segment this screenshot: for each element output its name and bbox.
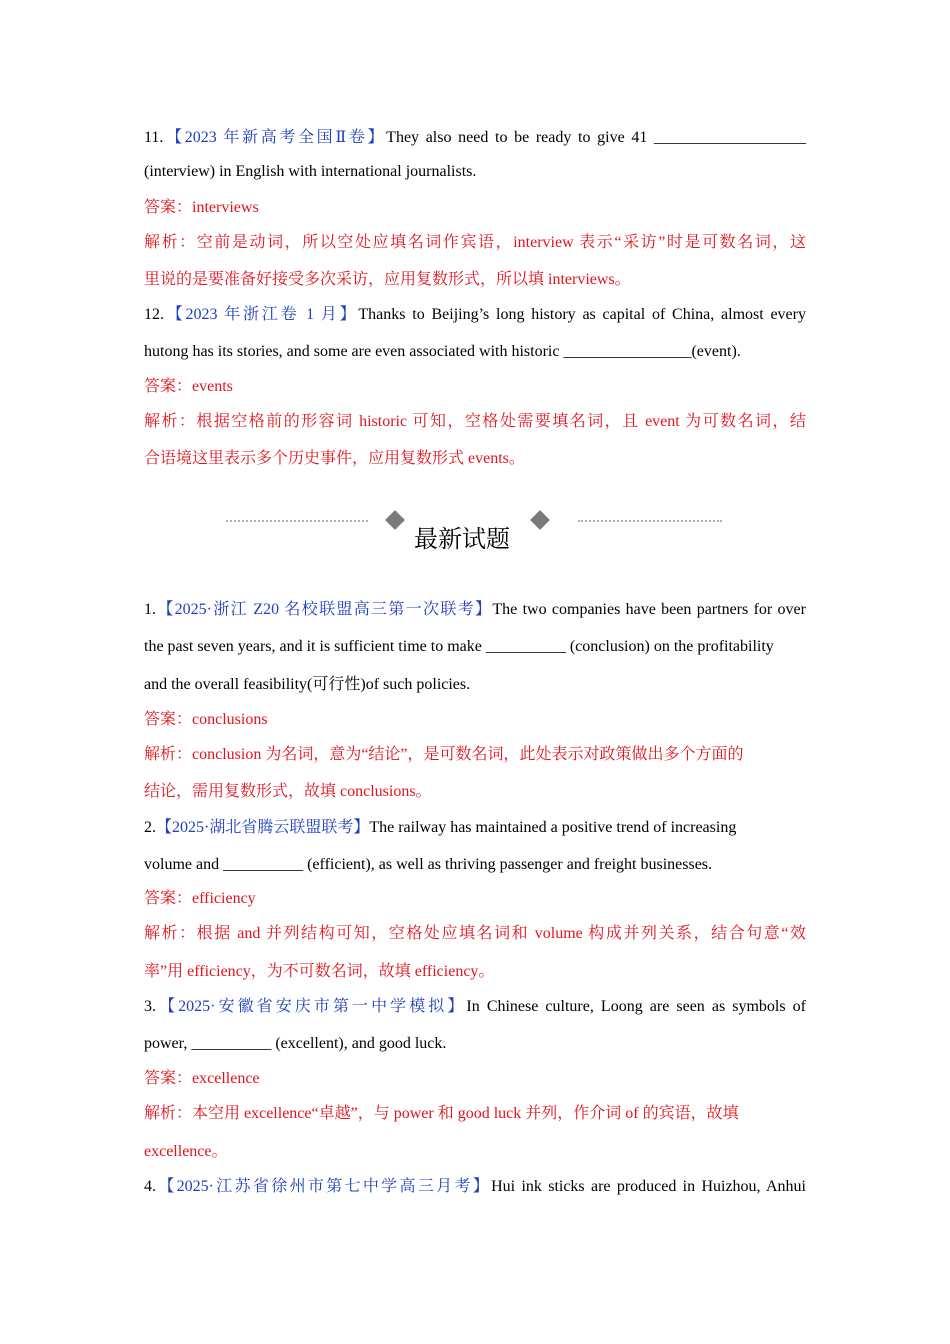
question-text: In Chinese culture, Loong are seen as symbols of	[466, 998, 806, 1015]
question-text: The railway has maintained a positive trend of increasing	[369, 819, 737, 836]
answer-value: excellence	[192, 1070, 260, 1087]
new-question-3-line1	[144, 997, 806, 1017]
question-text: They also need to be ready to give 41 ___________________	[386, 129, 806, 146]
question-source: 【2023 年新高考全国Ⅱ卷】	[163, 129, 387, 146]
new-analysis-1-line2: 结论，需用复数形式，故填 conclusions。	[144, 783, 432, 800]
question-text: The two companies have been partners for over	[492, 601, 806, 618]
answer-label: 答案：	[144, 199, 193, 216]
question-number: 12.	[144, 306, 164, 323]
new-answer-3	[144, 1069, 806, 1089]
new-answer-1	[144, 710, 806, 730]
section-title: 最新试题	[414, 525, 510, 553]
question-source: 【2025·安徽省安庆市第一中学模拟】	[156, 998, 467, 1015]
answer-label: 答案：	[144, 378, 193, 395]
new-analysis-2-line1: 解析：根据 and 并列结构可知，空格处应填名词和 volume 构成并列关系，结合句意“效	[144, 925, 806, 942]
diamond-icon	[385, 510, 405, 530]
new-question-1-line2: the past seven years, and it is sufficient time to make __________ (conclusion) on the profitability	[144, 638, 774, 655]
new-question-4-line1	[144, 1177, 806, 1197]
question-12-line1	[144, 305, 806, 325]
new-question-2-line1	[144, 818, 806, 838]
answer-label: 答案：	[144, 1070, 193, 1087]
new-analysis-1-line1: 解析：conclusion 为名词，意为“结论”，是可数名词，此处表示对政策做出多个方面的	[144, 746, 744, 763]
question-source: 【2023 年浙江卷 1 月】	[164, 306, 359, 323]
divider-dots-left	[226, 520, 368, 524]
new-question-3-line2: power, __________ (excellent), and good luck.	[144, 1035, 447, 1052]
analysis-11-line2: 里说的是要准备好接受多次采访，应用复数形式，所以填 interviews。	[144, 271, 631, 288]
answer-value: conclusions	[192, 711, 268, 728]
answer-label: 答案：	[144, 890, 193, 907]
new-analysis-3-line1: 解析：本空用 excellence“卓越”，与 power 和 good luck 并列，作介词 of 的宾语，故填	[144, 1105, 739, 1122]
question-number: 4.	[144, 1178, 156, 1195]
new-question-2-line2: volume and __________ (efficient), as well as thriving passenger and freight businesses.	[144, 856, 713, 873]
section-divider	[144, 503, 806, 553]
new-analysis-2-line2: 率”用 efficiency，为不可数名词，故填 efficiency。	[144, 963, 495, 980]
question-text: Thanks to Beijing’s long history as capital of China, almost every	[358, 306, 806, 323]
question-number: 2.	[144, 819, 156, 836]
question-11-line1	[144, 128, 806, 148]
question-source: 【2025·湖北省腾云联盟联考】	[156, 819, 370, 836]
new-analysis-3-line2: excellence。	[144, 1143, 228, 1160]
analysis-12-line1: 解析：根据空格前的形容词 historic 可知，空格处需要填名词，且 event 为可数名词，结	[144, 413, 806, 430]
question-11-line2: (interview) in English with international journalists.	[144, 163, 477, 180]
question-12-line2: hutong has its stories, and some are even associated with historic ________________(event).	[144, 343, 741, 360]
question-number: 1.	[144, 601, 156, 618]
question-number: 3.	[144, 998, 156, 1015]
answer-12	[144, 377, 806, 397]
answer-11	[144, 198, 806, 218]
question-source: 【2025·浙江 Z20 名校联盟高三第一次联考】	[156, 601, 493, 618]
analysis-12-line2: 合语境这里表示多个历史事件，应用复数形式 events。	[144, 450, 525, 467]
answer-label: 答案：	[144, 711, 193, 728]
question-source: 【2025·江苏省徐州市第七中学高三月考】	[156, 1178, 492, 1195]
answer-value: interviews	[192, 199, 259, 216]
question-number: 11.	[144, 129, 164, 146]
analysis-11-line1: 解析：空前是动词，所以空处应填名词作宾语，interview 表示“采访”时是可数名词，这	[144, 234, 806, 251]
new-question-1-line3: and the overall feasibility(可行性)of such policies.	[144, 676, 471, 693]
new-answer-2	[144, 889, 806, 909]
diamond-icon	[530, 510, 550, 530]
answer-value: events	[192, 378, 233, 395]
answer-value: efficiency	[192, 890, 256, 907]
divider-dots-right	[578, 520, 722, 524]
question-text: Hui ink sticks are produced in Huizhou, Anhui	[491, 1178, 806, 1195]
new-question-1-line1	[144, 600, 806, 620]
